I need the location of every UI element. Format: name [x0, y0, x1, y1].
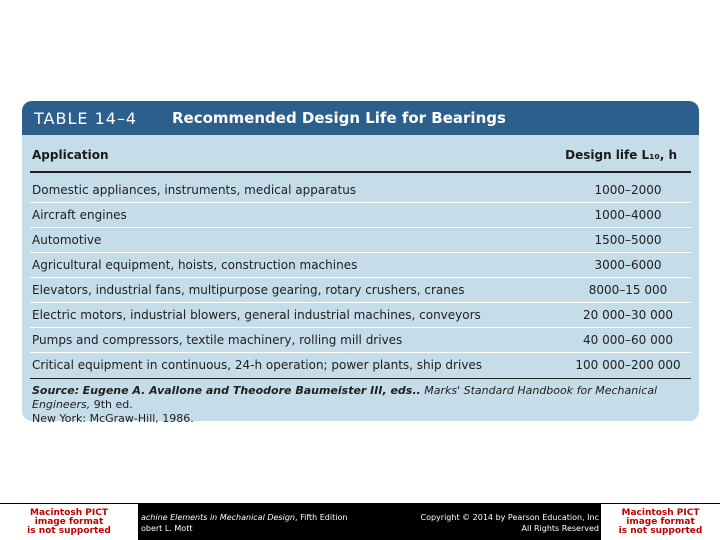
application-cell: Automotive	[32, 233, 102, 247]
table-number: TABLE 14–4	[34, 109, 138, 128]
design-life-cell: 1500–5000	[594, 233, 662, 247]
source-publisher: New York: McGraw-Hill, 1986.	[32, 412, 194, 425]
application-cell: Agricultural equipment, hoists, construction machines	[32, 258, 358, 272]
application-cell: Domestic appliances, instruments, medical apparatus	[32, 183, 357, 197]
pict-message-line: is not supported	[27, 526, 111, 536]
application-cell: Pumps and compressors, textile machinery, rolling mill drives	[32, 333, 403, 347]
source-book-title: Marks' Standard Handbook for Mechanical Engineers,	[32, 384, 658, 411]
application-cell: Electric motors, industrial blowers, general industrial machines, conveyors	[32, 308, 481, 322]
table-title-bar	[22, 101, 699, 135]
footer-book-credit	[141, 512, 347, 534]
bearing-life-table	[22, 101, 699, 425]
design-life-cell: 1000–2000	[594, 183, 662, 197]
table-row	[30, 228, 691, 253]
table-row	[30, 178, 691, 203]
footer-author: obert L. Mott	[141, 524, 193, 533]
application-cell: Aircraft engines	[32, 208, 127, 222]
footer-copyright	[399, 512, 599, 534]
table-row	[30, 353, 691, 378]
design-life-cell: 3000–6000	[594, 258, 662, 272]
source-label: Source:	[32, 384, 80, 397]
design-life-cell: 100 000–200 000	[575, 358, 681, 372]
missing-image-placeholder-right	[601, 504, 720, 540]
pict-message-line: Macintosh PICT	[30, 508, 108, 518]
design-life-cell: 8000–15 000	[588, 283, 668, 297]
pict-message-line: is not supported	[618, 526, 703, 536]
footer-rights-line: All Rights Reserved	[521, 524, 599, 533]
table-bottom-rule	[30, 378, 691, 379]
column-header-design-life: Design life L₁₀, h	[565, 148, 677, 162]
pict-message-line: image format	[626, 517, 695, 527]
footer-edition: , Fifth Edition	[294, 513, 348, 522]
source-authors: Eugene A. Avallone and Theodore Baumeister III, eds..	[82, 384, 421, 397]
footer-book-title: achine Elements in Mechanical Design	[141, 513, 295, 522]
application-cell: Critical equipment in continuous, 24-h operation; power plants, ship drives	[32, 358, 483, 372]
source-edition: 9th ed.	[93, 398, 133, 411]
table-row	[30, 203, 691, 228]
footer-copyright-line: Copyright © 2014 by Pearson Education, Inc	[420, 513, 599, 522]
design-life-cell: 1000–4000	[594, 208, 662, 222]
header-rule	[30, 171, 691, 173]
design-life-cell: 20 000–30 000	[583, 308, 673, 322]
table-row	[30, 303, 691, 328]
table-title: Recommended Design Life for Bearings	[172, 109, 506, 127]
table-header-row	[22, 137, 699, 169]
table-row	[30, 278, 691, 303]
pict-message-line: Macintosh PICT	[621, 508, 700, 518]
pict-message-line: image format	[34, 517, 104, 527]
application-cell: Elevators, industrial fans, multipurpose gearing, rotary crushers, cranes	[32, 283, 465, 297]
source-note	[32, 384, 692, 426]
table-body	[30, 178, 691, 378]
table-row	[30, 253, 691, 278]
column-header-application: Application	[32, 148, 109, 162]
missing-image-placeholder-left	[0, 504, 138, 540]
table-row	[30, 328, 691, 353]
design-life-cell: 40 000–60 000	[583, 333, 673, 347]
